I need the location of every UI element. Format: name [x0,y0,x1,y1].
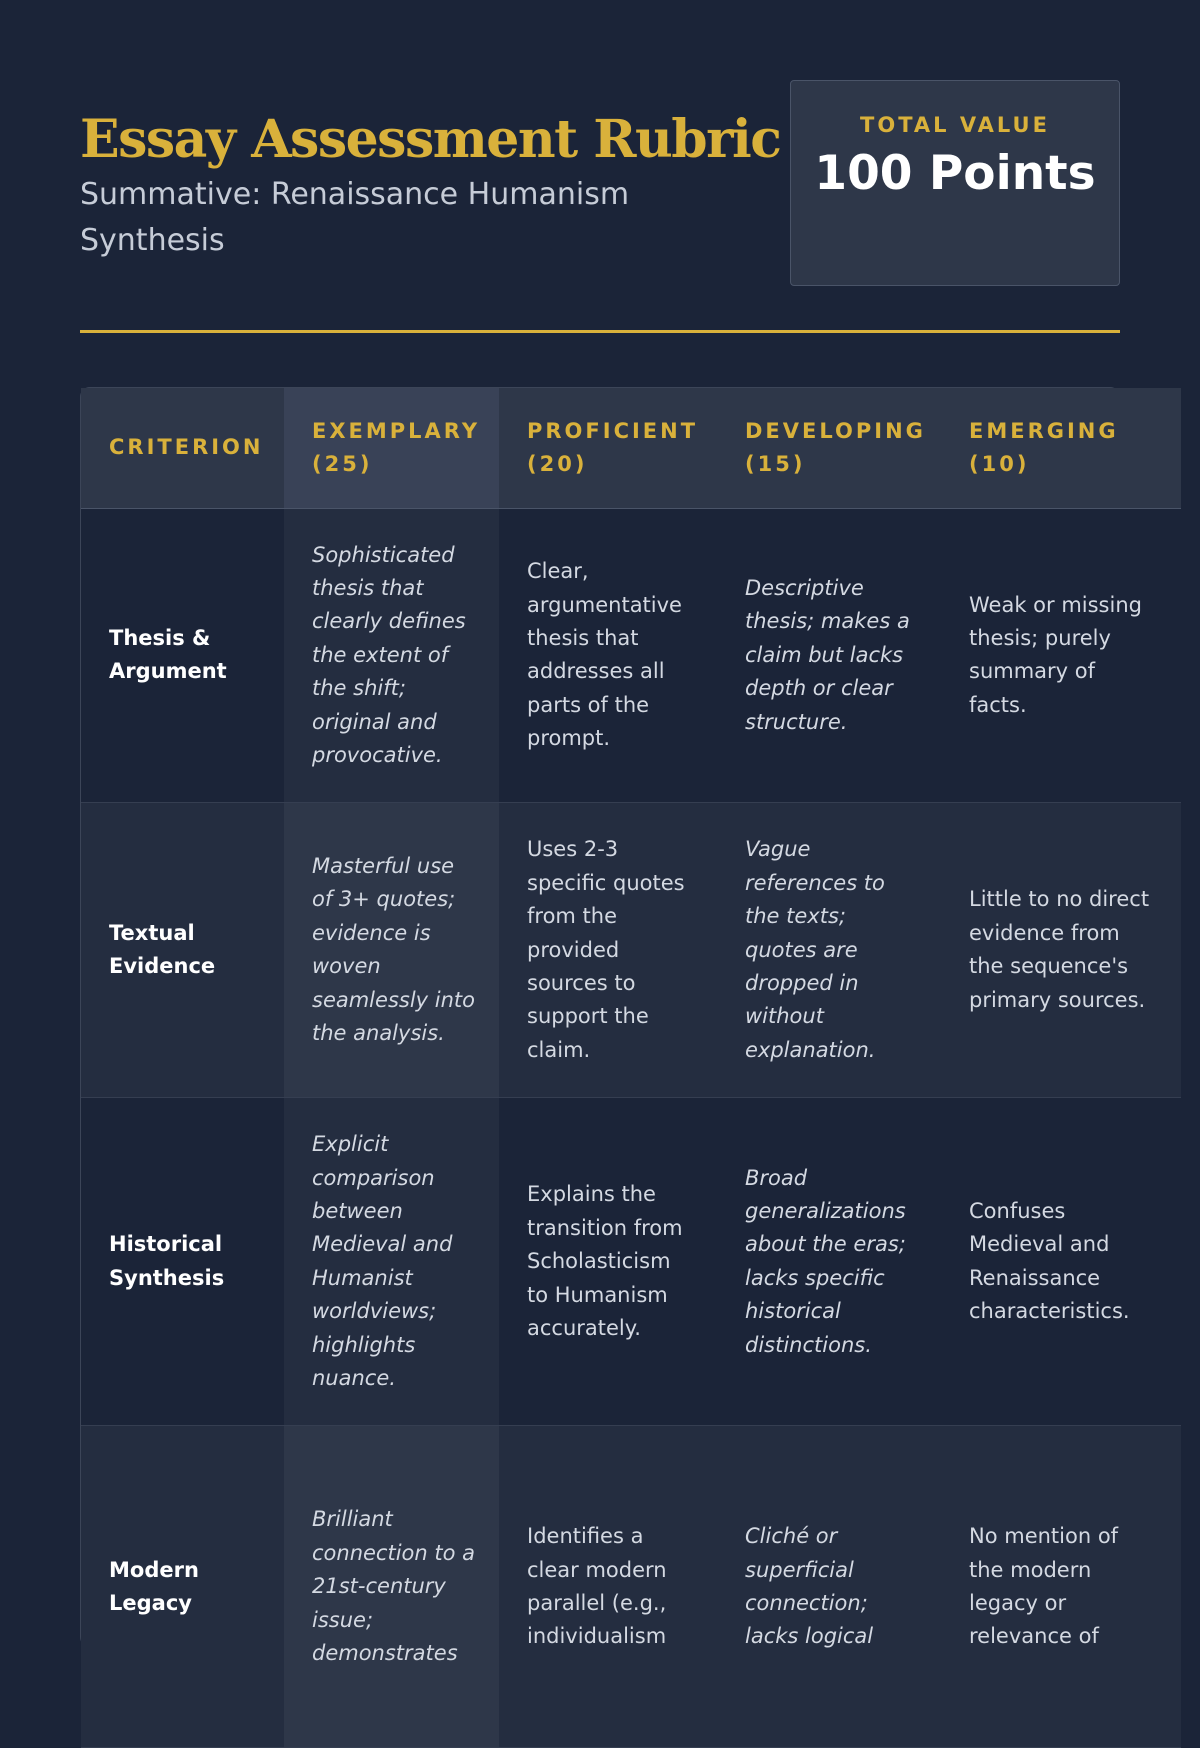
proficient-cell: Clear, argumentative thesis that addresses all parts of the prompt. [499,508,717,803]
criterion-cell: Thesis & Argument [81,508,284,803]
criterion-cell: Textual Evidence [81,803,284,1098]
criterion-cell: Historical Synthesis [81,1098,284,1426]
exemplary-cell: Brilliant connection to a 21st-century issue; demonstrates [284,1426,499,1748]
header-divider [80,330,1120,333]
table-header-row [81,388,1181,508]
exemplary-cell: Masterful use of 3+ quotes; evidence is woven seamlessly into the analysis. [284,803,499,1098]
table-row [81,508,1181,803]
exemplary-cell: Sophisticated thesis that clearly defines the extent of the shift; original and provocative. [284,508,499,803]
emerging-cell: No mention of the modern legacy or relevance of [941,1426,1181,1748]
total-value-points: 100 Points [814,146,1096,201]
page-title: Essay Assessment Rubric [80,109,781,170]
table-row [81,1098,1181,1426]
developing-cell: Vague references to the texts; quotes are dropped in without explanation. [717,803,941,1098]
rubric-header [80,80,1120,290]
criterion-cell: Modern Legacy [81,1426,284,1748]
column-header-proficient: PROFICIENT (20) [499,388,717,508]
developing-cell: Broad generalizations about the eras; lacks specific historical distinctions. [717,1098,941,1426]
total-value-label: TOTAL VALUE [860,113,1050,137]
column-header-criterion: CRITERION [81,388,284,508]
total-value-card [790,80,1120,286]
table-row [81,803,1181,1098]
column-header-developing: DEVELOPING (15) [717,388,941,508]
column-header-emerging: EMERGING (10) [941,388,1181,508]
emerging-cell: Weak or missing thesis; purely summary of facts. [941,508,1181,803]
column-header-exemplary: EXEMPLARY (25) [284,388,499,508]
exemplary-cell: Explicit comparison between Medieval and Humanist worldviews; highlights nuance. [284,1098,499,1426]
developing-cell: Cliché or superficial connection; lacks logical [717,1426,941,1748]
developing-cell: Descriptive thesis; makes a claim but lacks depth or clear structure. [717,508,941,803]
proficient-cell: Uses 2-3 specific quotes from the provided sources to support the claim. [499,803,717,1098]
table-row [81,1426,1181,1748]
page-subtitle: Summative: Renaissance Humanism Synthesis [80,177,630,258]
rubric-table-container [80,387,1150,1666]
emerging-cell: Little to no direct evidence from the sequence's primary sources. [941,803,1181,1098]
emerging-cell: Confuses Medieval and Renaissance characteristics. [941,1098,1181,1426]
rubric-table [81,388,1181,1748]
proficient-cell: Explains the transition from Scholasticism to Humanism accurately. [499,1098,717,1426]
proficient-cell: Identifies a clear modern parallel (e.g., individualism [499,1426,717,1748]
